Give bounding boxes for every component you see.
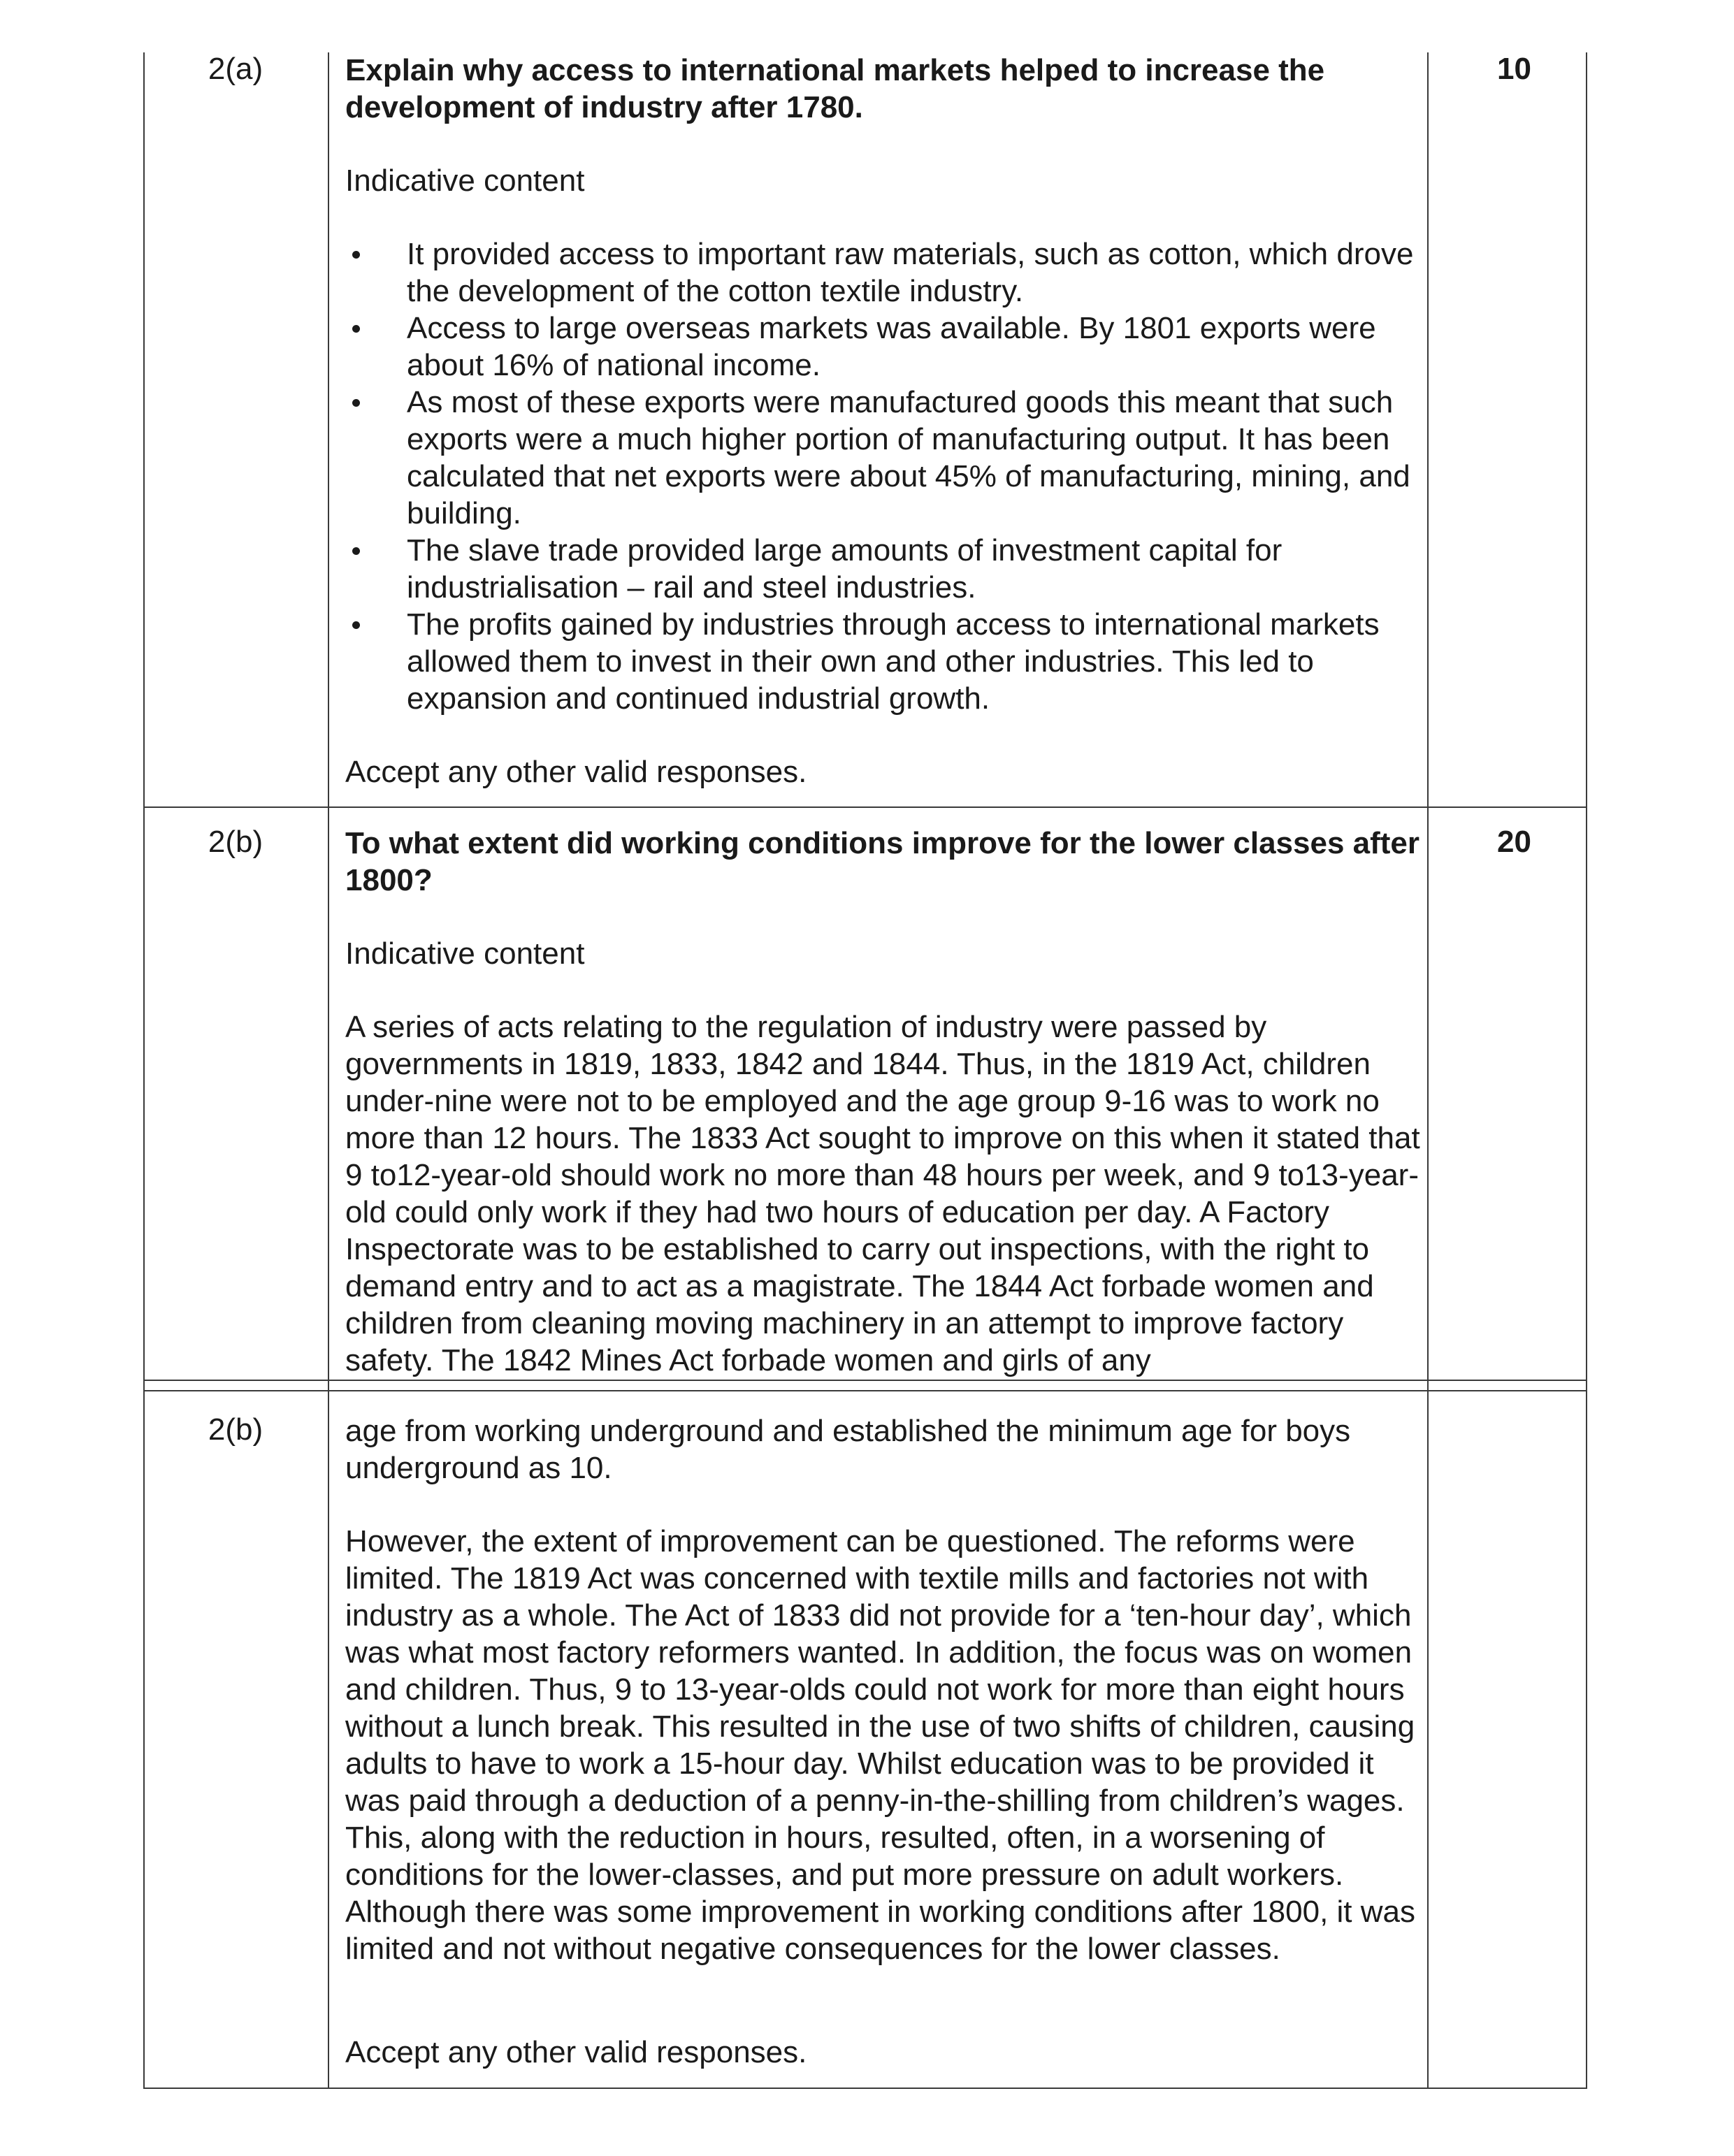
table-border-left: [143, 52, 145, 2089]
table-border-bottom: [143, 2088, 1587, 2089]
bullet-item: As most of these exports were manufactured goods this meant that such exports were a much higher portion of manufacturing output. It has been calculated that net exports were about 45% of manufacturing, mining, and building.: [345, 384, 1427, 532]
answer-paragraph: However, the extent of improvement can be questioned. The reforms were limited. The 1819 Act was concerned with textile mills and factories not with industry as a whole. The Act of 1833 did not provide for a ‘ten-hour day’, which was what most factory reformers wanted. In addition, the focus was on women and children. Thus, 9 to 13-year-olds could not work for more than eight hours without a lunch break. This resulted in the use of two shifts of children, causing adults to have to work a 15-hour day. Whilst education was to be provided it was paid through a deduction of a penny-in-the-shilling from children’s wages. This, along with the reduction in hours, resulted, often, in a worsening of conditions for the lower-classes, and put more pressure on adult workers. Although there was some improvement in working conditions after 1800, it was limited and not without negative consequences for the lower classes.: [345, 1524, 1415, 1966]
bullet-item: The slave trade provided large amounts of investment capital for industrialisation – rail and steel industries.: [345, 532, 1427, 606]
marks-value: 10: [1497, 52, 1531, 86]
accept-note: Accept any other valid responses.: [345, 2035, 807, 2069]
answer-paragraph: age from working underground and established the minimum age for boys underground as 10.: [345, 1414, 1351, 1485]
accept-note: Accept any other valid responses.: [345, 755, 807, 789]
question-content-2a: [345, 52, 1427, 717]
row-divider-2a-2b: [143, 806, 1587, 808]
bullet-item: It provided access to important raw materials, such as cotton, which drove the development of the cotton textile industry.: [345, 236, 1427, 310]
question-content-2b: [345, 825, 1427, 1379]
question-number: 2(b): [208, 825, 263, 859]
indicative-content-list: [345, 236, 1427, 717]
question-content-2b-continued: [345, 1412, 1427, 1967]
row-divider-break-top: [143, 1380, 1587, 1381]
indicative-content-heading: Indicative content: [345, 164, 585, 198]
bullet-item: Access to large overseas markets was available. By 1801 exports were about 16% of national income.: [345, 310, 1427, 384]
bullet-item: The profits gained by industries through access to international markets allowed them to invest in their own and other industries. This led to expansion and continued industrial growth.: [345, 606, 1427, 717]
indicative-content-heading: Indicative content: [345, 936, 585, 971]
table-border-right: [1586, 52, 1587, 2089]
answer-paragraph: A series of acts relating to the regulation of industry were passed by governments in 1819, 1833, 1842 and 1844. Thus, in the 1819 Act, children under-nine were not to be employed and the age group 9-16 was to work no more than 12 hours. The 1833 Act sought to improve on this when it stated that 9 to12-year-old should work no more than 48 hours per week, and 9 to13-year-old could only work if they had two hours of education per day. A Factory Inspectorate was to be established to carry out inspections, with the right to demand entry and to act as a magistrate. The 1844 Act forbade women and children from cleaning moving machinery in an attempt to improve factory safety. The 1842 Mines Act forbade women and girls of any: [345, 1010, 1420, 1377]
question-number: 2(b): [208, 1412, 263, 1447]
question-number: 2(a): [208, 52, 263, 86]
row-divider-break-bottom: [143, 1390, 1587, 1391]
question-text: Explain why access to international markets helped to increase the development of industry after 1780.: [345, 53, 1325, 124]
marks-value: 20: [1497, 825, 1531, 859]
question-text: To what extent did working conditions improve for the lower classes after 1800?: [345, 826, 1420, 897]
column-divider-2: [1427, 52, 1429, 2089]
column-divider-1: [328, 52, 329, 2089]
